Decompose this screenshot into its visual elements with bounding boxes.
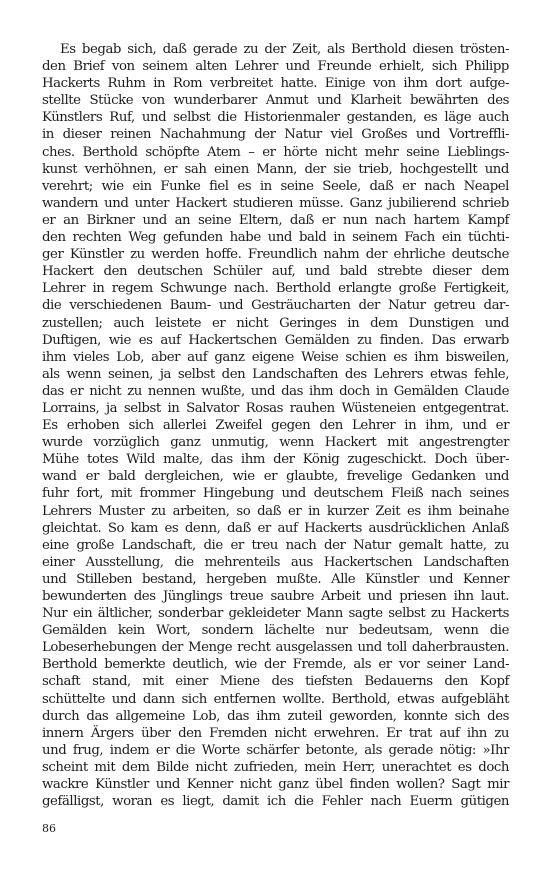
text-line: Lehrer in regem Schwunge nach. Berthold erlangte große Fertigkeit,: [42, 281, 509, 297]
text-line: das er nicht zu nennen wußte, und das ihm doch in Gemälden Claude: [42, 383, 509, 399]
text-line: wackre Künstler und Kenner nicht ganz übel finden wollen? Sagt mir: [42, 777, 509, 793]
text-line: durch das allgemeine Lob, das ihm zuteil geworden, konnte sich des: [42, 708, 509, 724]
text-line: eine große Landschaft, die er treu nach der Natur gemalt hatte, zu: [42, 537, 509, 553]
text-line: Hackerts Ruhm in Rom verbreitet hatte. Einige von ihm dort aufge-: [42, 76, 509, 92]
body-text: [42, 41, 509, 810]
text-line: wandern und unter Hackert studieren müsse. Ganz jubilierend schrieb: [42, 195, 509, 211]
text-line: schüttelte und dann sich entfernen wollte. Berthold, etwas aufgebläht: [42, 691, 509, 707]
text-line: innern Ärgers über den Fremden nicht erwehren. Er trat auf ihn zu: [42, 725, 509, 741]
text-line: ger Künstler zu werden hoffe. Freundlich nahm der ehrliche deutsche: [42, 247, 509, 263]
text-line: in dieser reinen Nachahmung der Natur viel Großes und Vortreffli-: [42, 127, 509, 143]
text-line: schaft stand, mit einer Miene des tiefsten Bedauerns den Kopf: [42, 674, 509, 690]
text-line: kunst verhöhnen, er sah einen Mann, der sie trieb, hochgestellt und: [42, 161, 509, 177]
text-line: stellte Stücke von wunderbarer Anmut und Klarheit bewährten des: [42, 93, 509, 109]
text-line: Lobeserhebungen der Menge recht ausgelassen und toll daherbrausten.: [42, 640, 509, 656]
text-line: und Stilleben bestand, hergeben mußte. Alle Künstler und Kenner: [42, 571, 509, 587]
text-line: als wenn seinen, ja selbst den Landschaften des Lehrers etwas fehle,: [42, 366, 509, 382]
text-line: er an Birkner und an seine Eltern, daß er nun nach hartem Kampf: [42, 212, 509, 228]
text-line: Lorrains, ja selbst in Salvator Rosas rauhen Wüsteneien entgegentrat.: [42, 400, 509, 416]
text-line: Nur ein ältlicher, sonderbar gekleideter Mann sagte selbst zu Hackerts: [42, 606, 509, 622]
text-line: wand er bald dergleichen, wie er glaubte, frevelige Gedanken und: [42, 469, 509, 485]
text-line: Gemälden kein Wort, sondern lächelte nur bedeutsam, wenn die: [42, 623, 509, 639]
text-line: wurde vorzüglich ganz unmutig, wenn Hackert mit angestrengter: [42, 435, 509, 451]
text-line: ches. Berthold schöpfte Atem – er hörte nicht mehr seine Lieblings-: [42, 144, 509, 160]
text-line: die verschiedenen Baum- und Gesträucharten der Natur getreu dar-: [42, 298, 509, 314]
text-line: verehrt; wie ein Funke fiel es in seine Seele, daß er nach Neapel: [42, 178, 509, 194]
text-line: den rechten Weg gefunden habe und bald in seinem Fach ein tüchti-: [42, 230, 509, 246]
text-line: und frug, indem er die Worte schärfer betonte, als gerade nötig: »Ihr: [42, 742, 509, 758]
text-line: scheint mit dem Bilde nicht zufrieden, mein Herr, unerachtet es doch: [42, 759, 509, 775]
text-line: Mühe totes Wild malte, das ihm der König zugeschickt. Doch über-: [42, 452, 509, 468]
text-line: Es erhoben sich allerlei Zweifel gegen den Lehrer in ihm, und er: [42, 418, 509, 434]
text-line: gefälligst, woran es liegt, damit ich die Fehler nach Euerm gütigen: [42, 794, 509, 810]
text-line: gleichtat. So kam es denn, daß er auf Hackerts ausdrücklichen Anlaß: [42, 520, 509, 536]
text-line: Berthold bemerkte deutlich, wie der Fremde, als er vor seiner Land-: [42, 657, 509, 673]
text-line: Duftigen, wie es auf Hackertschen Gemälden zu finden. Das erwarb: [42, 332, 509, 348]
text-line: zustellen; auch leistete er nicht Geringes in dem Dunstigen und: [42, 315, 509, 331]
text-line: bewunderten des Jünglings treue saubre Arbeit und priesen ihn laut.: [42, 589, 509, 604]
text-line: Hackert den deutschen Schüler auf, und bald strebte dieser dem: [42, 264, 509, 280]
text-line: ihm vieles Lob, aber auf ganz eigene Weise schien es ihm bisweilen,: [42, 349, 509, 365]
text-line: Künstlers Ruf, und selbst die Historienmaler gestanden, es läge auch: [42, 110, 509, 126]
page-number: 86: [42, 822, 56, 835]
text-line: einer Ausstellung, die mehrenteils aus Hackertschen Landschaften: [42, 554, 509, 570]
text-line: den Brief von seinem alten Lehrer und Freunde erhielt, sich Philipp: [42, 59, 509, 75]
text-line: fuhr fort, mit frommer Hingebung und deutschem Fleiß nach seines: [42, 486, 509, 502]
text-line: Es begab sich, daß gerade zu der Zeit, als Berthold diesen trösten-: [60, 42, 509, 57]
text-line: Lehrers Muster zu arbeiten, so daß er in kurzer Zeit es ihm beinahe: [42, 503, 509, 519]
